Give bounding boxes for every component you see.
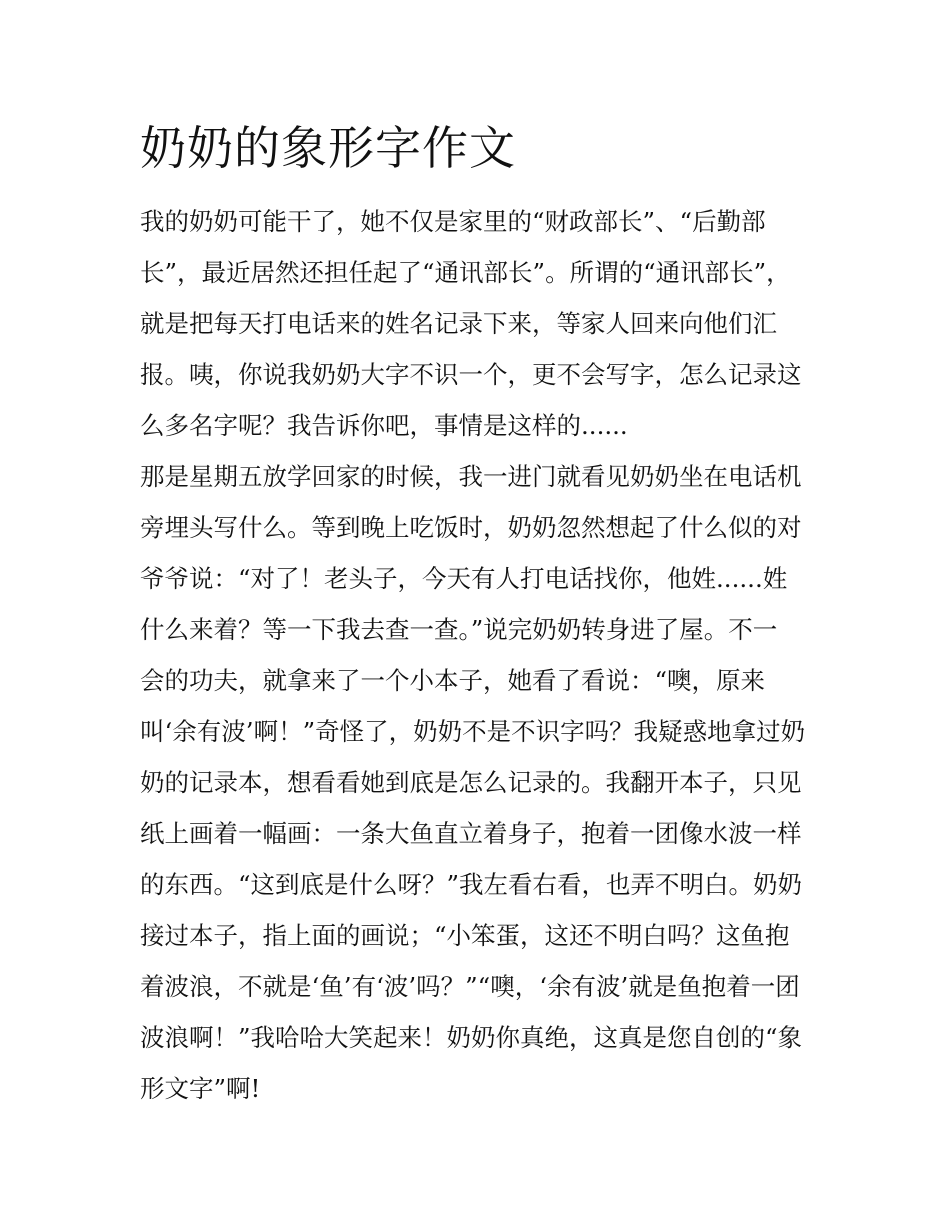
text-line: 那是星期五放学回家的时候，我一进门就看见奶奶坐在电话机 [140, 462, 802, 491]
text-line: 报。咦，你说我奶奶大字不识一个，更不会写字，怎么记录这 [140, 360, 802, 389]
text-line: 形文字”啊! [140, 1074, 261, 1103]
text-line: 什么来着？等一下我去查一查。”说完奶奶转身进了屋。不一 [140, 615, 778, 644]
text-line: 波浪啊！”我哈哈大笑起来！奶奶你真绝，这真是您自创的“象 [140, 1023, 803, 1052]
text-line: 就是把每天打电话来的姓名记录下来，等家人回来向他们汇 [140, 309, 777, 338]
text-line: 纸上画着一幅画：一条大鱼直立着身子，抱着一团像水波一样 [140, 819, 802, 848]
text-line: 我的奶奶可能干了，她不仅是家里的“财政部长”、“后勤部 [140, 207, 766, 236]
text-line: 的东西。“这到底是什么呀？”我左看右看，也弄不明白。奶奶 [140, 870, 803, 899]
text-line: 爷爷说：“对了！老头子，今天有人打电话找你，他姓......姓 [140, 564, 788, 593]
text-line: 长”，最近居然还担任起了“通讯部长”。所谓的“通讯部长”， [140, 258, 791, 287]
text-line: 会的功夫，就拿来了一个小本子，她看了看说：“噢，原来 [140, 666, 766, 695]
text-line: 么多名字呢？我告诉你吧，事情是这样的...... [140, 411, 628, 440]
text-line: 奶的记录本，想看看她到底是怎么记录的。我翻开本子，只见 [140, 768, 802, 797]
text-line: 叫‘余有波’啊！”奇怪了，奶奶不是不识字吗？我疑惑地拿过奶 [140, 717, 806, 746]
document-title: 奶奶的象形字作文 [140, 121, 516, 175]
text-line: 接过本子，指上面的画说；“小笨蛋，这还不明白吗？这鱼抱 [140, 921, 790, 950]
text-line: 着波浪，不就是‘鱼’有‘波’吗？”“噢，‘余有波’就是鱼抱着一团 [140, 972, 800, 1001]
text-line: 旁埋头写什么。等到晚上吃饭时，奶奶忽然想起了什么似的对 [140, 513, 802, 542]
document-body [140, 196, 820, 1114]
